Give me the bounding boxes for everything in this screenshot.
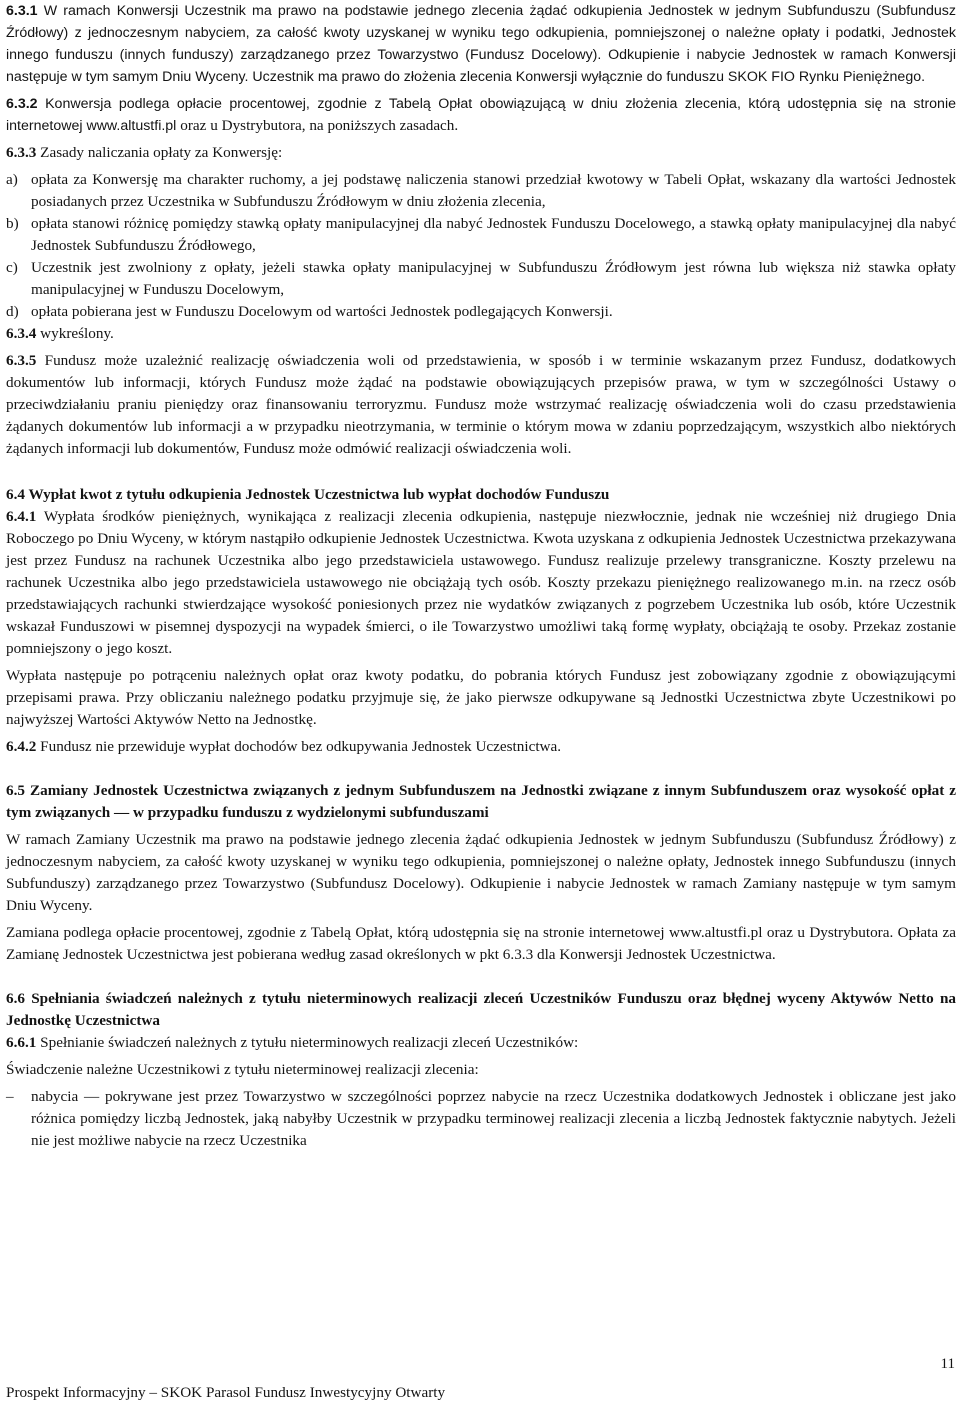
section-text: Zasady naliczania opłaty za Konwersję: bbox=[40, 144, 283, 161]
list-marker: – bbox=[6, 1088, 14, 1105]
list-item bbox=[6, 1086, 956, 1152]
list-marker: a) bbox=[6, 171, 18, 188]
list-item bbox=[6, 257, 956, 301]
section-text: Spełnianie świadczeń należnych z tytułu nieterminowych realizacji zleceń Uczestników: bbox=[40, 1034, 579, 1051]
benefit-list bbox=[6, 1086, 956, 1152]
list-text: nabycia — pokrywane jest przez Towarzystwo w szczególności poprzez nabycie na rzecz Uczestnika dodatkowych Jednostek i obliczane jest jako różnica pomiędzy liczbą Jednostek, jaką nabyłby Uczestnik w przypadku terminowej realizacji zlecenia a liczbą Jednostek faktycznie nabytych. Jeżeli nie jest możliwe nabycie na rzecz Uczestnika bbox=[31, 1088, 956, 1149]
section-number: 6.3.5 bbox=[6, 352, 37, 369]
section-number: 6.6.1 bbox=[6, 1034, 37, 1051]
switch-fee-paragraph: Zamiana podlega opłacie procentowej, zgodnie z Tabelą Opłat, którą udostępnia się na stronie internetowej www.altustfi.pl oraz u Dystrybutora. Opłata za Zamianę Jednostek Uczestnictwa jest pobierana według zasad określonych w pkt 6.3.3 dla Konwersji Jednostek Uczestnictwa. bbox=[6, 924, 956, 963]
list-text: opłata pobierana jest w Funduszu Docelowym od wartości Jednostek podlegających Konwersji. bbox=[31, 303, 613, 320]
section-6-6-1 bbox=[6, 1032, 956, 1054]
payout-paragraph: Wypłata następuje po potrąceniu należnych opłat oraz kwoty podatku, do pobrania których Fundusz jest zobowiązany zgodnie z obowiązującymi przepisami prawa. Przy obliczaniu należnego podatku przyjmuje się, że jako pierwsze odkupywane są Jednostki Uczestnictwa zbyte Uczestnikowi po najwyższej Wartości Aktywów Netto na Jednostkę. bbox=[6, 667, 956, 728]
switch-paragraph: W ramach Zamiany Uczestnik ma prawo na podstawie jednego zlecenia żądać odkupienia Jednostek w jednym Subfunduszu (Subfundusz Źródłowy) z jednoczesnym nabyciem, za całość kwoty uzyskanej w wyniku tego odkupienia, pomniejszonej o należne opłaty, Jednostek innego Subfunduszu (innych Subfunduszy) zarządzanego przez Towarzystwo (Subfundusz Docelowy). Odkupienie i nabycie Jednostek w ramach Zamiany następuje w tym samym Dniu Wyceny. bbox=[6, 831, 956, 914]
section-6-3-5 bbox=[6, 350, 956, 460]
list-marker: d) bbox=[6, 303, 19, 320]
section-number: 6.4.2 bbox=[6, 738, 37, 755]
section-text: oraz u Dystrybutora, na poniższych zasadach. bbox=[180, 117, 459, 134]
page-number: 11 bbox=[940, 1356, 955, 1372]
list-item bbox=[6, 169, 956, 213]
section-6-3-2 bbox=[6, 93, 956, 137]
section-6-3-4 bbox=[6, 323, 956, 345]
section-heading-6-5: 6.5 Zamiany Jednostek Uczestnictwa związanych z jednym Subfunduszem na Jednostki związane z innym Subfunduszem oraz wysokość opłat z tym związanych — w przypadku funduszu z wydzielonymi subfunduszami bbox=[6, 782, 956, 821]
list-item bbox=[6, 301, 956, 323]
page-footer: Prospekt Informacyjny – SKOK Parasol Fundusz Inwestycyjny Otwarty bbox=[6, 1384, 446, 1401]
section-number: 6.3.4 bbox=[6, 325, 37, 342]
section-number: 6.3.2 bbox=[6, 96, 38, 112]
section-text: Konwersja podlega opłacie procentowej, zgodnie z Tabelą Opłat obowiązującą w dniu złożenia zlecenia, którą udostępnia się na stronie internetowej www.altustfi.pl bbox=[6, 96, 956, 134]
section-heading-6-4: 6.4 Wypłat kwot z tytułu odkupienia Jednostek Uczestnictwa lub wypłat dochodów Funduszu bbox=[6, 486, 610, 503]
section-6-3-3 bbox=[6, 142, 956, 164]
section-number: 6.4.1 bbox=[6, 508, 37, 525]
list-text: opłata stanowi różnicę pomiędzy stawką opłaty manipulacyjnej dla nabyć Jednostek Funduszu Docelowego, a stawką opłaty manipulacyjnej dla nabyć Jednostek Subfunduszu Źródłowego, bbox=[31, 215, 956, 254]
list-text: opłata za Konwersję ma charakter ruchomy, a jej podstawę naliczenia stanowi przedział kwotowy w Tabeli Opłat, wskazany dla wartości Jednostek posiadanych przez Uczestnika w Subfunduszu Źródłowym w dniu złożenia zlecenia, bbox=[31, 171, 956, 210]
list-marker: b) bbox=[6, 215, 19, 232]
section-text: W ramach Konwersji Uczestnik ma prawo na podstawie jednego zlecenia żądać odkupienia Jednostek w jednym Subfunduszu (Subfundusz Źródłowy) z jednoczesnym nabyciem, za całość kwoty uzyskanej w wyniku tego odkupienia, pomniejszonej o należne opłaty i podatki, Jednostek innego funduszu (innych funduszy) zarządzanego przez Towarzystwo (Fundusz Docelowy). bbox=[6, 3, 956, 63]
list-item bbox=[6, 213, 956, 257]
fee-rules-list bbox=[6, 169, 956, 323]
section-text: wykreślony. bbox=[40, 325, 114, 342]
section-text: Wypłata środków pieniężnych, wynikająca z realizacji zlecenia odkupienia, następuje niezwłocznie, jednak nie wcześniej niż drugiego Dnia Roboczego po Dniu Wyceny, w którym nastąpiło odkupienie Jednostek Uczestnictwa. Kwota uzyskana z odkupienia Jednostek Uczestnictwa przekazywana jest przez Fundusz na rachunek Uczestnika albo jego przedstawiciela ustawowego. Fundusz realizuje przelewy transgraniczne. Koszty przelewu na rachunek Uczestnika albo jego przedstawiciela ustawowego nie obciążają tych osób. Koszty przekazu pieniężnego realizowanego m.in. na rzecz osób przedstawiających rachunki stwierdzające wysokość poniesionych przez nie wydatków związanych z pogrzebem Uczestnika lub osób, które Uczestnik wskazał Funduszowi w pisemnej dyspozycji na wypadek śmierci, o ile Towarzystwo umożliwi taką formę wypłaty, obciążają te osoby. Przekaz zostanie pomniejszony o jego koszt. bbox=[6, 508, 956, 657]
section-number: 6.3.3 bbox=[6, 144, 37, 161]
section-text: Fundusz nie przewiduje wypłat dochodów bez odkupywania Jednostek Uczestnictwa. bbox=[40, 738, 562, 755]
list-marker: c) bbox=[6, 259, 18, 276]
section-6-3-1 bbox=[6, 0, 956, 88]
list-text: Uczestnik jest zwolniony z opłaty, jeżeli stawka opłaty manipulacyjnej w Subfunduszu Źródłowym jest równa lub większa niż stawka opłaty manipulacyjnej w Funduszu Docelowym, bbox=[31, 259, 956, 298]
section-number: 6.3.1 bbox=[6, 3, 38, 19]
benefit-intro: Świadczenie należne Uczestnikowi z tytułu nieterminowej realizacji zlecenia: bbox=[6, 1061, 479, 1078]
section-text: Odkupienie i nabycie Jednostek w ramach Konwersji następuje w tym samym Dniu Wyceny. Uczestnik ma prawo do złożenia zlecenia Konwersji wyłącznie do funduszu SKOK FIO Rynku Pieniężnego. bbox=[6, 47, 956, 85]
document-page bbox=[6, 0, 956, 1152]
section-6-4-2 bbox=[6, 736, 956, 758]
section-text: Fundusz może uzależnić realizację oświadczenia woli od przedstawienia, w sposób i w terminie wskazanym przez Fundusz, dodatkowych dokumentów lub informacji, których Fundusz może żądać na podstawie obowiązujących przepisów prawa, w tym w szczególności Ustawy o przeciwdziałaniu praniu pieniędzy oraz finansowaniu terroryzmu. Fundusz może wstrzymać realizację oświadczenia woli do czasu przedstawienia żądanych dokumentów lub informacji a w przypadku nieotrzymania, w terminie o którym mowa w zdaniu poprzedzającym, wszystkich albo niektórych żądanych informacji lub dokumentów, Fundusz może odmówić realizacji oświadczenia woli. bbox=[6, 352, 957, 457]
section-6-4-1 bbox=[6, 506, 956, 660]
section-heading-6-6: 6.6 Spełniania świadczeń należnych z tytułu nieterminowych realizacji zleceń Uczestników Funduszu oraz błędnej wyceny Aktywów Netto na Jednostkę Uczestnictwa bbox=[6, 990, 956, 1029]
